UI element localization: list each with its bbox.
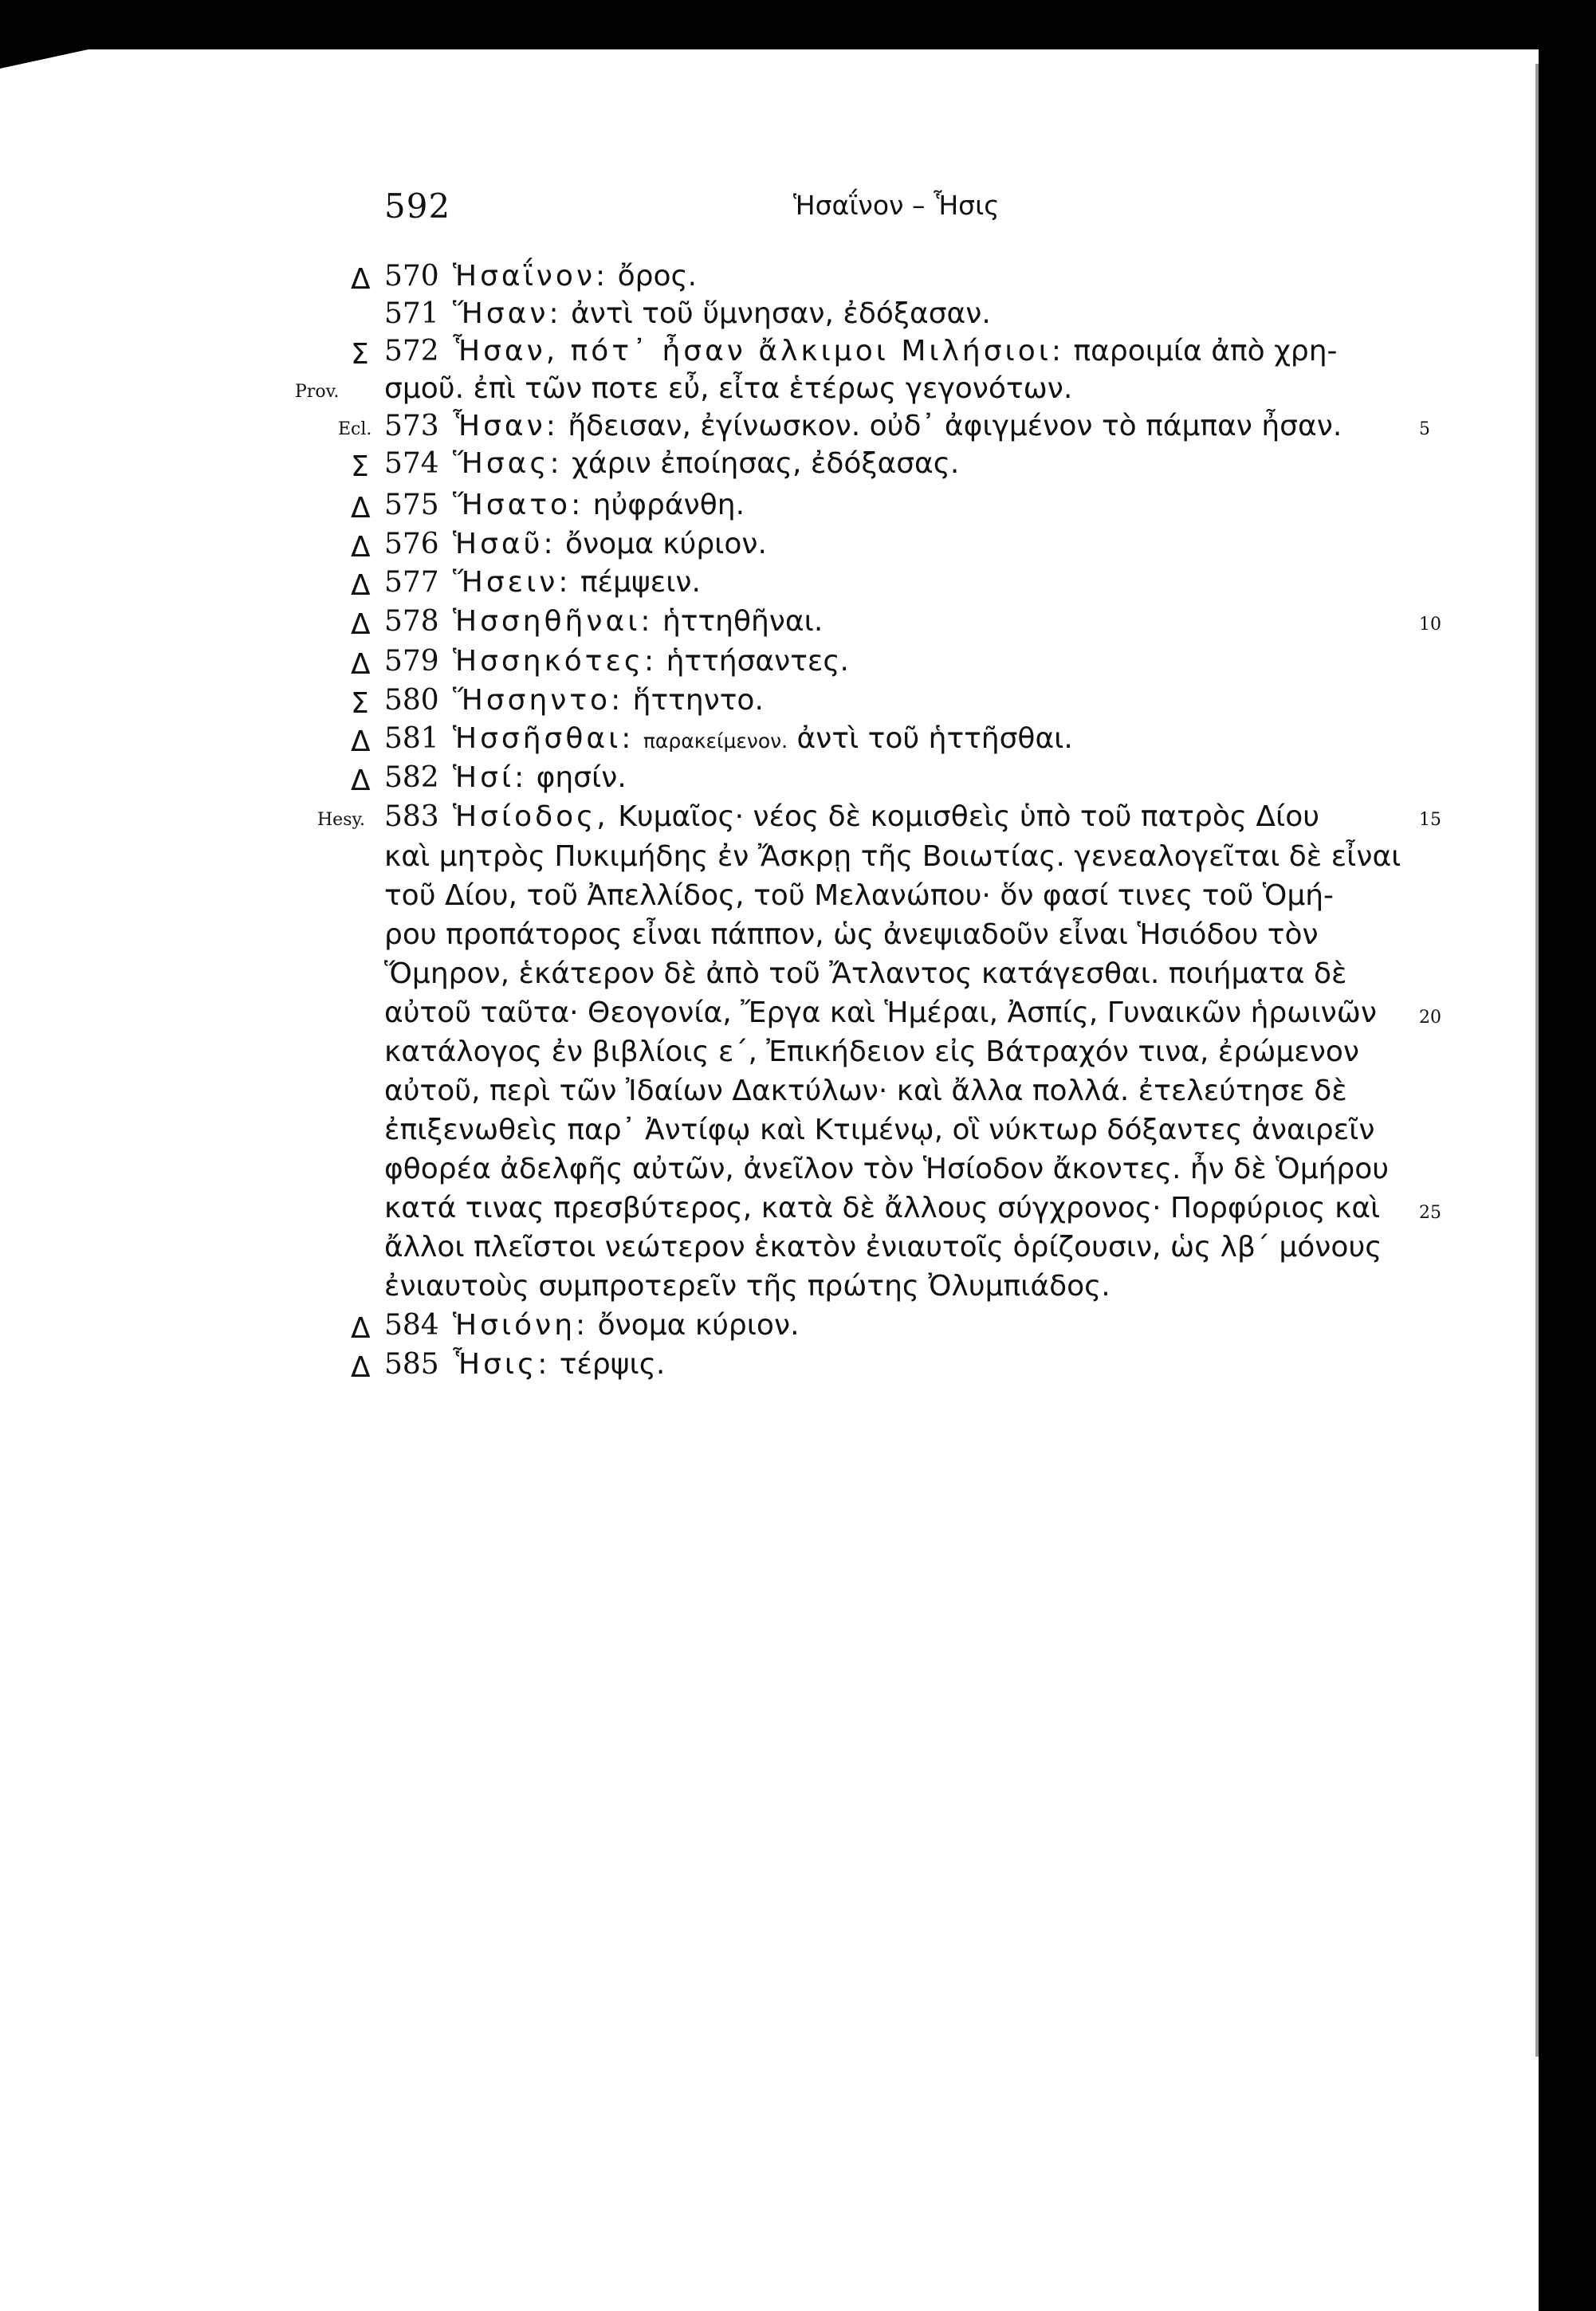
entry-number: 570 xyxy=(384,260,439,293)
entry-marker: Δ xyxy=(351,648,371,681)
entry-581 xyxy=(0,722,1499,764)
entry-gloss: φησίν. xyxy=(536,761,627,794)
line-number-20: 20 xyxy=(1419,1008,1441,1028)
entry-lemma: Ἥσας: xyxy=(453,447,563,480)
scan-border-top xyxy=(0,0,1596,49)
entry-number: 576 xyxy=(384,528,439,560)
hesiod-line: Ὅμηρον, ἑκάτερον δὲ ἀπὸ τοῦ Ἄτλαντος κατάγεσθαι. ποιήματα δὲ xyxy=(384,957,1347,990)
entry-text xyxy=(453,684,764,717)
entry-gloss: ὄνομα κύριον. xyxy=(565,528,767,560)
entry-lemma: Ἥσατο: xyxy=(453,489,584,521)
entry-number: 575 xyxy=(384,489,439,521)
entry-lemma: Ἡσίοδος, xyxy=(453,800,609,833)
entry-gloss: ὄνομα κύριον. xyxy=(597,1309,800,1342)
entry-marker: Δ xyxy=(351,1351,371,1384)
page-number: 592 xyxy=(384,187,451,226)
entry-573 xyxy=(0,410,1499,451)
entry-marker: Δ xyxy=(351,725,371,758)
entry-577 xyxy=(0,566,1499,607)
entry-lemma: Ἡσσηθῆναι: xyxy=(453,605,654,638)
entry-number: 573 xyxy=(384,410,439,442)
entry-gloss: πέμψειν. xyxy=(580,566,701,599)
entry-lemma: Ἡσσηκότες: xyxy=(453,645,658,678)
hesiod-line: καὶ μητρὸς Πυκιμήδης ἐν Ἄσκρῃ τῆς Βοιωτίας. γενεαλογεῖται δὲ εἶναι xyxy=(384,840,1401,873)
entry-text xyxy=(453,1309,800,1342)
entry-582 xyxy=(0,761,1499,803)
entry-marker: Δ xyxy=(351,492,371,525)
entry-text xyxy=(453,410,1342,442)
entry-number: 583 xyxy=(384,800,439,833)
entry-gloss: ἡττήσαντες. xyxy=(666,645,849,678)
entry-572-cont xyxy=(0,372,1499,414)
hesiod-line: αὐτοῦ ταῦτα· Θεογονία, Ἔργα καὶ Ἡμέραι, Ἀσπίς, Γυναικῶν ἡρωινῶν xyxy=(384,996,1377,1029)
entry-text xyxy=(453,297,991,330)
entry-text xyxy=(453,722,1073,755)
entry-marker: Δ xyxy=(351,569,371,602)
entry-marker: Δ xyxy=(351,764,371,797)
entry-lemma: Ἡσί: xyxy=(453,761,528,794)
entry-text xyxy=(453,761,627,794)
scan-edge-line xyxy=(1535,64,1539,2057)
hesiod-line: ἐνιαυτοὺς συμπροτερεῖν τῆς πρώτης Ὀλυμπιάδος. xyxy=(384,1270,1111,1303)
entry-574 xyxy=(0,447,1499,489)
hesiod-line: κατά τινας πρεσβύτερος, κατὰ δὲ ἄλλους σύγχρονος· Πορφύριος καὶ xyxy=(384,1192,1381,1224)
entry-gloss: ἀντὶ τοῦ ὕμνησαν, ἐδόξασαν. xyxy=(571,297,991,330)
entry-579 xyxy=(0,645,1499,686)
line-number-10: 10 xyxy=(1419,615,1441,635)
entry-marker: Ecl. xyxy=(338,419,372,439)
entry-584 xyxy=(0,1309,1499,1350)
hesiod-line: ἄλλοι πλεῖστοι νεώτερον ἑκατὸν ἐνιαυτοῖς ὁρίζουσιν, ὡς λβ΄ μόνους xyxy=(384,1231,1382,1264)
entry-lemma: Ἥσειν: xyxy=(453,566,572,599)
line-number-15: 15 xyxy=(1419,810,1441,830)
hesiod-line: ρου προπάτορος εἶναι πάππον, ὡς ἀνεψιαδοῦν εἶναι Ἡσιόδου τὸν xyxy=(384,918,1319,951)
entry-text xyxy=(453,447,959,480)
entry-583 xyxy=(0,800,1499,842)
entry-text xyxy=(453,566,701,599)
entry-571 xyxy=(0,297,1499,339)
entry-lemma: Ἥσσηντο: xyxy=(453,684,624,717)
entry-note: παρακείμενον. xyxy=(643,729,788,753)
hesiod-line: ἐπιξενωθεὶς παρ᾽ Ἀντίφῳ καὶ Κτιμένῳ, οἳ νύκτωρ δόξαντες ἀναιρεῖν xyxy=(384,1114,1375,1146)
scan-border-wedge xyxy=(0,48,96,69)
entry-number: 582 xyxy=(384,761,439,794)
entry-578 xyxy=(0,605,1499,647)
entry-lemma: Ἥσαν: xyxy=(453,297,562,330)
hesiod-line: φθορέα ἀδελφῆς αὐτῶν, ἀνεῖλον τὸν Ἡσίοδον ἄκοντες. ἦν δὲ Ὁμήρου xyxy=(384,1153,1390,1185)
entry-marker: Δ xyxy=(351,263,371,296)
entry-gloss: ηὐφράνθη. xyxy=(592,489,745,521)
entry-text xyxy=(453,645,849,678)
entry-text xyxy=(453,528,767,560)
entry-lemma: Ἡσαῦ: xyxy=(453,528,556,560)
entry-number: 585 xyxy=(384,1348,439,1381)
entry-marker: Δ xyxy=(351,608,371,641)
entry-text xyxy=(453,1348,665,1381)
line-number-25: 25 xyxy=(1419,1203,1441,1223)
entry-lemma: Ἡσσῆσθαι: xyxy=(453,722,635,755)
entry-text xyxy=(453,800,1319,833)
entry-gloss: ἀντὶ τοῦ ἡττῆσθαι. xyxy=(796,722,1073,755)
entry-lemma: Ἡσιόνη: xyxy=(453,1309,589,1342)
entry-marker: Σ xyxy=(351,338,369,371)
running-head: Ἡσαΐνον – Ἧσις xyxy=(793,190,1000,221)
entry-number: 571 xyxy=(384,297,439,330)
entry-marker: Σ xyxy=(351,450,369,483)
entry-lemma: Ἡσαΐνον: xyxy=(453,260,609,293)
side-label-prov: Prov. xyxy=(295,382,340,402)
entry-lemma: Ἧσαν: xyxy=(453,410,559,442)
entry-572 xyxy=(0,335,1499,376)
entry-575 xyxy=(0,489,1499,530)
entry-gloss: σμοῦ. ἐπὶ τῶν ποτε εὖ, εἶτα ἑτέρως γεγονότων. xyxy=(384,372,1073,405)
entry-580 xyxy=(0,684,1499,725)
entry-text xyxy=(453,335,1338,367)
entry-number: 580 xyxy=(384,684,439,717)
entry-number: 584 xyxy=(384,1309,439,1342)
entry-number: 577 xyxy=(384,566,439,599)
entry-number: 574 xyxy=(384,447,439,480)
entry-number: 581 xyxy=(384,722,439,755)
entry-lemma: Ἧσις: xyxy=(453,1348,551,1381)
entry-marker: Δ xyxy=(351,531,371,564)
entry-570 xyxy=(0,260,1499,301)
hesiod-line: Κυμαῖος· νέος δὲ κομισθεὶς ὑπὸ τοῦ πατρὸς Δίου xyxy=(618,800,1320,833)
entry-lemma: Ἧσαν, πότ᾽ ἦσαν ἄλκιμοι Μιλήσιοι: xyxy=(453,335,1065,367)
entry-number: 572 xyxy=(384,335,439,367)
line-number-5: 5 xyxy=(1419,419,1430,439)
entry-gloss: ἡττηθῆναι. xyxy=(662,605,824,638)
scan-border-right xyxy=(1539,0,1596,2311)
entry-585 xyxy=(0,1348,1499,1389)
entry-gloss: ἤδεισαν, ἐγίνωσκον. οὐδ᾽ ἀφιγμένον τὸ πάμπαν ἦσαν. xyxy=(568,410,1342,442)
entry-gloss: τέρψις. xyxy=(559,1348,666,1381)
hesiod-line: αὐτοῦ, περὶ τῶν Ἰδαίων Δακτύλων· καὶ ἄλλα πολλά. ἐτελεύτησε δὲ xyxy=(384,1075,1347,1107)
entry-marker: Hesy. xyxy=(317,810,365,830)
entry-text xyxy=(453,260,697,293)
entry-text xyxy=(453,605,823,638)
entry-gloss: ὄρος. xyxy=(617,260,698,293)
hesiod-line: τοῦ Δίου, τοῦ Ἀπελλίδος, τοῦ Μελανώπου· ὅν φασί τινες τοῦ Ὁμή- xyxy=(384,879,1335,912)
entry-marker: Δ xyxy=(351,1312,371,1345)
entry-576 xyxy=(0,528,1499,569)
entry-gloss: ἥττηντο. xyxy=(632,684,764,717)
entry-marker: Σ xyxy=(351,687,369,720)
entry-text xyxy=(453,489,745,521)
entry-number: 579 xyxy=(384,645,439,678)
hesiod-line: κατάλογος ἐν βιβλίοις ε΄, Ἐπικήδειον εἰς Βάτραχόν τινα, ἐρώμενον xyxy=(384,1036,1359,1068)
entry-gloss: χάριν ἐποίησας, ἐδόξασας. xyxy=(572,447,960,480)
entry-gloss: παροιμία ἀπὸ χρη- xyxy=(1073,335,1338,367)
entry-number: 578 xyxy=(384,605,439,638)
